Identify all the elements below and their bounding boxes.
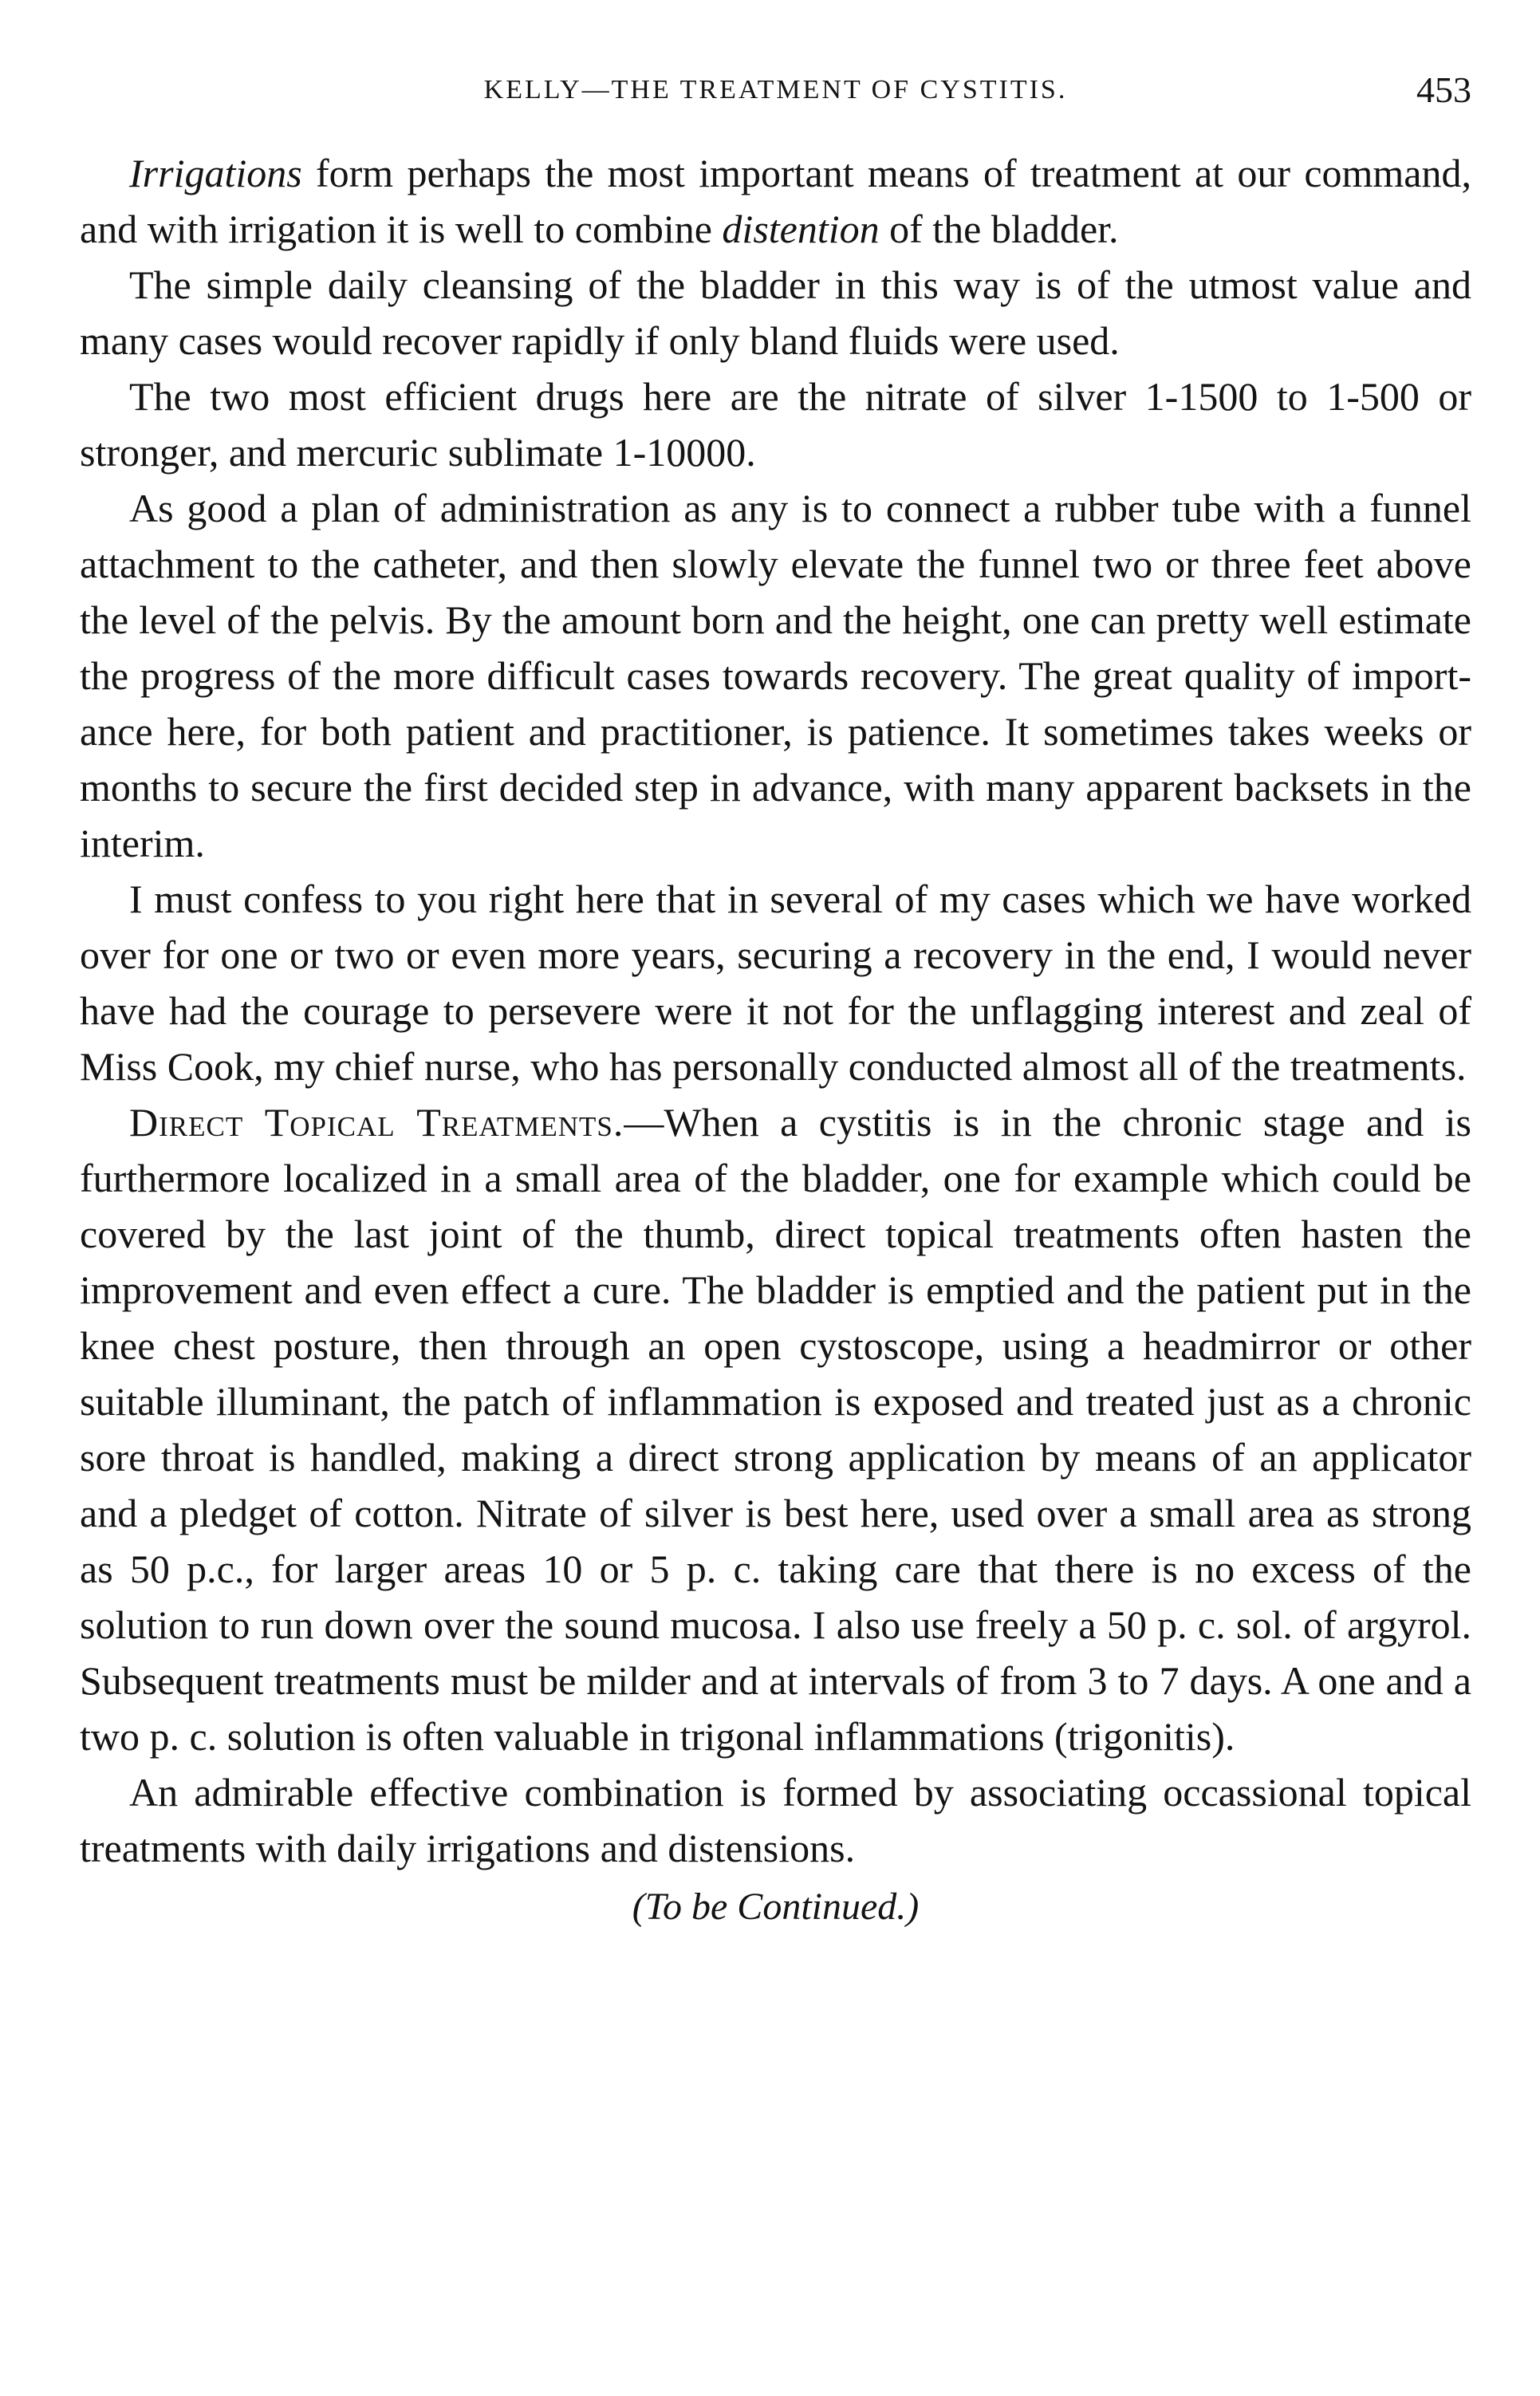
to-be-continued: (To be Continued.) [632,1886,920,1928]
italic-term: distention [722,207,880,251]
section-heading: Direct Topical Treatments. [129,1100,624,1145]
paragraph-administration: As good a plan of administration as any is to connect a rubber tube with a funnel attachment to the catheter, and then slowly elevate the funnel two or three feet above the level of the pelvis. By the amount born and the height, one can pretty well estimate the progress of the more difficult cases towards recovery. The great quality of import-ance here, for both patient and practitioner, is patience. It sometimes takes weeks or months to secure the first decided step in advance, with many apparent backsets in the interim. [80,486,1471,865]
paragraph-direct-topical [80,1094,1471,1764]
running-title: KELLY—THE TREATMENT OF CYSTITIS. [483,75,1068,104]
paragraph-confession: I must confess to you right here that in several of my cases which we have worked over for one or two or even more years, securing a recovery in the end, I would never have had the courage to persevere were it not for the unflagging interest and zeal of Miss Cook, my chief nurse, who has personally conducted almost all of the treatments. [80,877,1471,1089]
paragraph-combination: An admirable effective combination is formed by associating occassional topical treatments with daily irrigations and distensions. [80,1770,1471,1870]
page-header [80,64,1471,128]
page-number: 453 [1416,69,1471,110]
journal-page [80,64,1471,1935]
paragraph-irrigations [80,145,1471,257]
paragraph-text: —When a cystitis is in the chronic stage and is furthermore localized in a small area of the bladder, one for example which could be covered by the last joint of the thumb, direct topical treatments often hasten the improvement and even effect a cure. The bladder is emptied and the patient put in the knee chest posture, then through an open cystoscope, using a headmirror or other suitable illuminant, the patch of inflammation is exposed and treated just as a chronic sore throat is handled, making a direct strong application by means of an applicator and a pledget of cotton. Nitrate of silver is best here, used over a small area as strong as 50 p.c., for larger areas 10 or 5 p. c. taking care that there is no excess of the solution to run down over the sound mucosa. I also use freely a 50 p. c. sol. of argyrol. Subsequent treatments must be milder and at intervals of from 3 to 7 days. A one and a two p. c. solution is often valuable in trigonal inflammations (trigonitis). [80,1100,1472,1759]
article-body [80,145,1471,1935]
paragraph-efficient-drugs: The two most efficient drugs here are the nitrate of silver 1-1500 to 1-500 or stronger, and mercuric sublimate 1-10000. [80,374,1471,475]
paragraph-daily-cleansing: The simple daily cleansing of the bladder in this way is of the utmost value and many cases would recover rapidly if only bland fluids were used. [80,262,1471,363]
paragraph-text: form perhaps the most important means of treatment at our command, and with irrigation it is well to combine [80,151,1471,251]
italic-term: Irrigations [129,151,302,195]
paragraph-text: of the bladder. [879,207,1119,251]
